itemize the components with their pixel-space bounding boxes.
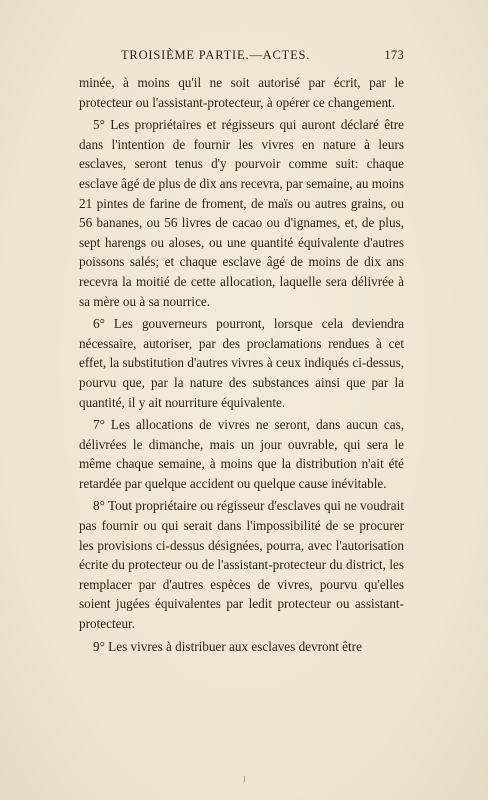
printer-mark	[244, 776, 245, 782]
paragraph-continuation: minée, à moins qu'il ne soit autorisé par écrit, par le protecteur ou l'assistant-protecteur, à opérer ce changement.	[79, 75, 404, 110]
paragraph-article-7: 7° Les allocations de vivres ne seront, dans aucun cas, délivrées le dimanche, mais un jour ouvrable, qui sera le même chaque semaine, à moins que la distribution n'ait été retardée par quelque accident ou quelque cause inévitable.	[79, 417, 404, 491]
paragraph-article-8: 8° Tout propriétaire ou régisseur d'esclaves qui ne voudrait pas fournir ou qui serait dans l'impossibilité de se procurer les provisions ci-dessus désignées, pourra, avec l'autorisation écrite du protecteur ou de l'assistant-protecteur du district, les remplacer par d'autres espèces de vivres, pourvu qu'elles soient jugées équivalentes par ledit protecteur ou assistant-protecteur.	[79, 498, 404, 632]
paragraph-article-5: 5° Les propriétaires et régisseurs qui auront déclaré être dans l'intention de fournir les vivres en nature à leurs esclaves, seront tenus d'y pourvoir comme suit: chaque esclave âgé de plus de dix ans recevra, par semaine, au moins 21 pintes de farine de froment, de maïs ou autres grains, ou 56 bananes, ou 56 livres de cacao ou d'ignames, et, de plus, sept harengs ou aloses, ou une quantité équivalente d'autres poissons salés; et chaque esclave âgé de moins de dix ans recevra la moitié de cette allocation, laquelle sera délivrée à sa mère ou à sa nourrice.	[79, 117, 404, 309]
body-text	[79, 73, 404, 656]
paragraph-article-6: 6° Les gouverneurs pourront, lorsque cela deviendra nécessaire, autoriser, par des proclamations rendues à cet effet, la substitution d'autres vivres à ceux indiqués ci-dessus, pourvu que, par la nature des substances ainsi que par la quantité, il y ait nourriture équivalente.	[79, 316, 404, 410]
page-number: 173	[384, 48, 404, 62]
paragraph-article-9: 9° Les vivres à distribuer aux esclaves devront être	[93, 638, 362, 654]
running-head: TROISIÈME PARTIE.—ACTES.	[121, 48, 311, 62]
page-header	[79, 48, 404, 64]
